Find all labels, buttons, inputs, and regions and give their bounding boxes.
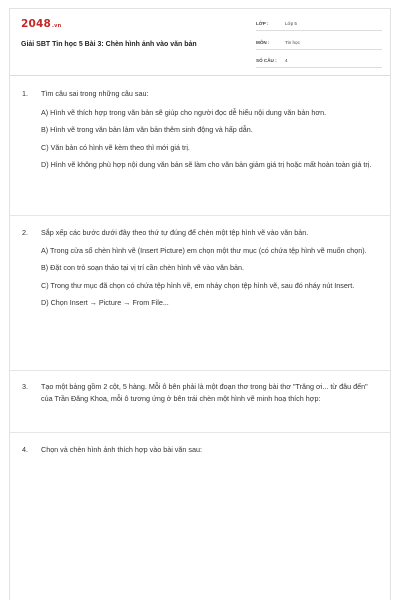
- question-3: [10, 381, 390, 404]
- meta-count-key: SỐ CÂU :: [256, 58, 277, 63]
- question-stem: Tạo một bảng gồm 2 cột, 5 hàng. Mỗi ô bên phải là một đoạn thơ trong bài thơ "Trăng ơi... từ đâu đến" của Trần Đăng Khoa, mỗi ô tương ứng ở bên trái chèn một hình vẽ minh hoạ thích hợp:: [41, 382, 368, 403]
- question-divider: [10, 370, 390, 371]
- site-logo[interactable]: [21, 18, 61, 30]
- logo-main-text: 2048: [21, 18, 52, 30]
- question-4: [10, 444, 390, 456]
- question-stem: Chọn và chèn hình ảnh thích hợp vào bài văn sau:: [41, 445, 202, 454]
- option-a: A) Trong cửa sổ chèn hình vẽ (Insert Picture) em chọn một thư mục (có chứa tệp hình vẽ muốn chọn).: [41, 245, 367, 255]
- option-c: C) Trong thư mục đã chọn có chứa tệp hình vẽ, em nháy chọn tệp hình vẽ, sau đó nháy nút Insert.: [41, 280, 355, 290]
- option-d: D) Hình vẽ không phù hợp nội dung văn bản sẽ làm cho văn bản giảm giá trị hoặc mất hoàn toàn giá trị.: [41, 160, 372, 169]
- meta-subject-value: Tin học: [285, 40, 300, 45]
- option-c: C) Văn bản có hình vẽ kèm theo thì mới giá trị.: [41, 142, 190, 152]
- question-divider: [10, 215, 390, 216]
- meta-subject-key: MÔN :: [256, 40, 270, 45]
- option-d: D) Chọn Insert → Picture → From File...: [41, 298, 169, 307]
- meta-row-count: [256, 53, 382, 68]
- question-number: 3.: [22, 382, 28, 391]
- option-b: B) Hình vẽ trong văn bản làm văn bản thêm sinh động và hấp dẫn.: [41, 125, 253, 134]
- question-divider: [10, 432, 390, 433]
- meta-count-value: 4: [285, 58, 288, 63]
- worksheet-header: [10, 9, 390, 76]
- question-number: 1.: [22, 89, 28, 98]
- meta-row-grade: [256, 16, 382, 31]
- question-stem: Tìm câu sai trong những câu sau:: [41, 89, 149, 98]
- question-number: 2.: [22, 228, 28, 237]
- question-1: [10, 88, 390, 171]
- question-stem: Sắp xếp các bước dưới đây theo thứ tự đúng để chèn một tệp hình vẽ vào văn bản.: [41, 228, 309, 237]
- document-title: Giải SBT Tin học 5 Bài 3: Chèn hình ảnh vào văn bản: [21, 41, 197, 48]
- option-b: B) Đặt con trỏ soạn thảo tại vị trí cần chèn hình vẽ vào văn bản.: [41, 263, 244, 272]
- logo-sub-text: .vn: [52, 23, 62, 29]
- meta-grade-key: LỚP :: [256, 21, 269, 26]
- option-a: A) Hình vẽ thích hợp trong văn bản sẽ giúp cho người đọc dễ hiểu nội dung văn bản hơn.: [41, 107, 327, 117]
- meta-grade-value: Lớp 5: [285, 21, 297, 26]
- question-2: [10, 227, 390, 309]
- worksheet-page: [9, 8, 391, 600]
- question-number: 4.: [22, 445, 28, 454]
- meta-row-subject: [256, 35, 382, 50]
